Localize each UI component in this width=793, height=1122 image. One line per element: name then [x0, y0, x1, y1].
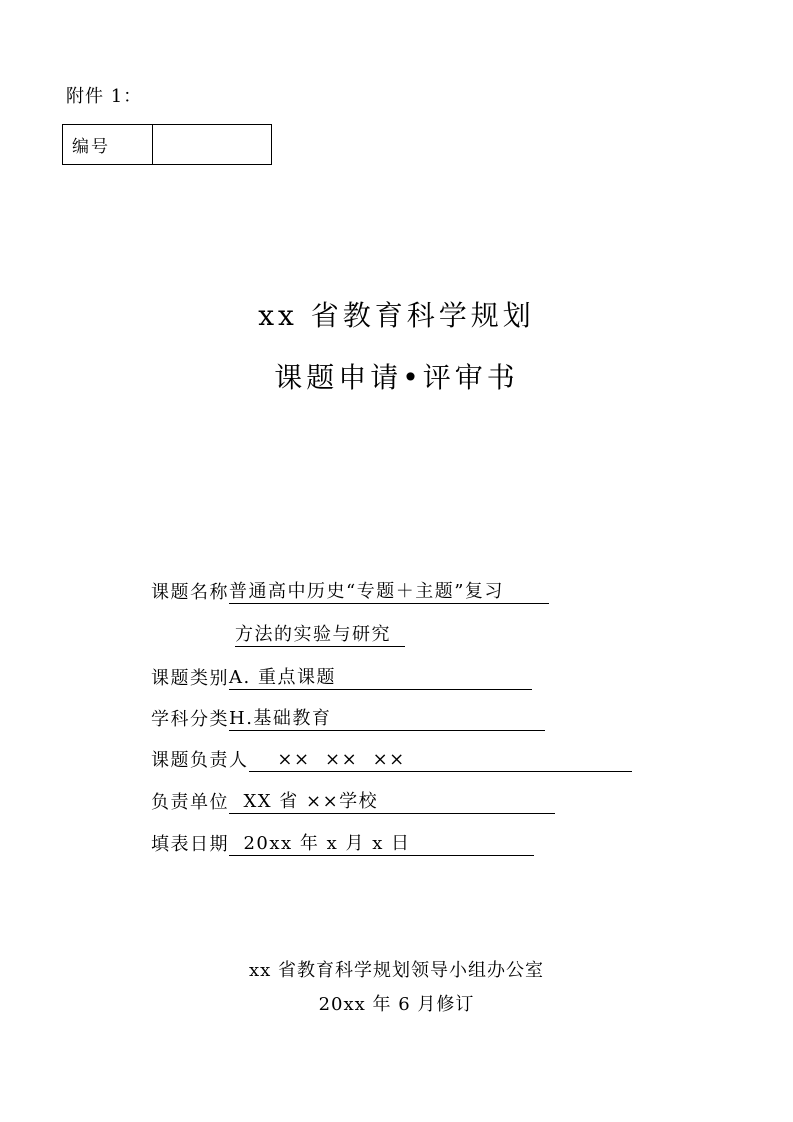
footer-revision: 20xx 年 6 月修订 — [318, 994, 475, 1015]
leader-label: 课题负责人 — [151, 750, 249, 771]
unit-value: XX 省 ××学校 — [229, 790, 555, 814]
subject-value: H.基础教育 — [229, 707, 545, 731]
date-field — [151, 830, 534, 856]
topic-type-value: A. 重点课题 — [229, 666, 532, 690]
topic-type-label: 课题类别 — [151, 668, 229, 689]
title-line-1: xx 省教育科学规划 — [258, 299, 535, 332]
leader-field — [151, 746, 632, 772]
topic-type-field — [151, 664, 532, 690]
date-value: 20xx 年 x 月 x 日 — [229, 832, 534, 856]
date-label: 填表日期 — [151, 834, 229, 855]
number-label: 编号 — [63, 125, 153, 164]
number-value — [153, 125, 271, 164]
leader-value: ×× ×× ×× — [249, 748, 632, 772]
footer-office: xx 省教育科学规划领导小组办公室 — [248, 960, 545, 981]
number-box — [62, 124, 272, 165]
topic-name-value-line2: 方法的实验与研究 — [235, 623, 405, 647]
title-line-2: 课题申请•评审书 — [274, 361, 519, 394]
topic-name-label: 课题名称 — [151, 582, 229, 603]
subject-label: 学科分类 — [151, 709, 229, 730]
topic-name-field-cont — [235, 621, 405, 647]
subject-field — [151, 705, 545, 731]
unit-label: 负责单位 — [151, 792, 229, 813]
topic-name-field — [151, 578, 549, 604]
unit-field — [151, 788, 555, 814]
topic-name-value-line1: 普通高中历史“专题＋主题”复习 — [229, 580, 549, 604]
attachment-label: 附件 1： — [66, 86, 143, 107]
